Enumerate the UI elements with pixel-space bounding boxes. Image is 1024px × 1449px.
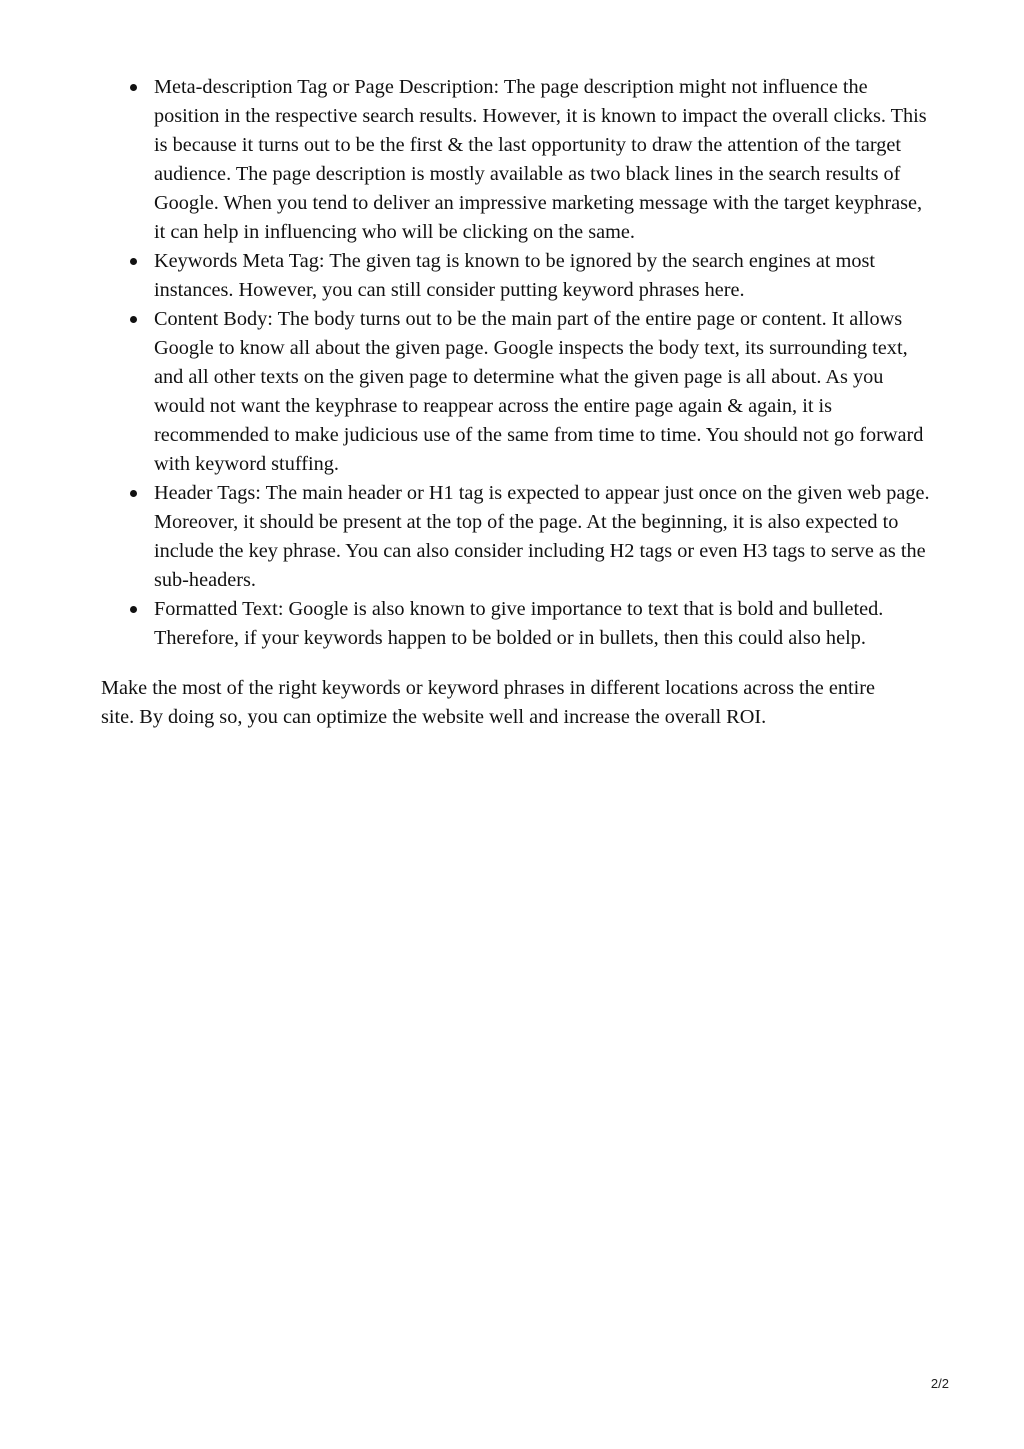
- list-item: [101, 73, 931, 247]
- list-item-text: Keywords Meta Tag: The given tag is known to be ignored by the search engines at most instances. However, you can still consider putting keyword phrases here.: [154, 250, 876, 301]
- list-item-text: Meta-description Tag or Page Description: The page description might not influence the position in the respective search results. However, it is known to impact the overall clicks. This is because it turns out to be the first & the last opportunity to draw the attention of the target audience. The page description is mostly available as two black lines in the search results of Google. When you tend to deliver an impressive marketing message with the target keyphrase, it can help in influencing who will be clicking on the same.: [154, 76, 927, 243]
- page-number: 2/2: [930, 1376, 949, 1391]
- bullet-icon: [130, 490, 137, 497]
- list-item: [101, 595, 931, 653]
- bullet-icon: [130, 84, 137, 91]
- bullet-icon: [130, 606, 137, 613]
- document-body: [101, 73, 931, 732]
- bullet-icon: [130, 258, 137, 265]
- list-item: [101, 479, 931, 595]
- closing-paragraph: Make the most of the right keywords or keyword phrases in different locations across the entire site. By doing so, you can optimize the website well and increase the overall ROI.: [101, 677, 876, 728]
- bullet-list: [101, 73, 931, 653]
- list-item-text: Header Tags: The main header or H1 tag is expected to appear just once on the given web page. Moreover, it should be present at the top of the page. At the beginning, it is also expected to include the key phrase. You can also consider including H2 tags or even H3 tags to serve as the sub-headers.: [154, 482, 930, 591]
- list-item: [101, 305, 931, 479]
- list-item-text: Content Body: The body turns out to be the main part of the entire page or content. It allows Google to know all about the given page. Google inspects the body text, its surrounding text, and all other texts on the given page to determine what the given page is all about. As you would not want the keyphrase to reappear across the entire page again & again, it is recommended to make judicious use of the same from time to time. You should not go forward with keyword stuffing.: [154, 308, 924, 475]
- list-item: [101, 247, 931, 305]
- bullet-icon: [130, 316, 137, 323]
- list-item-text: Formatted Text: Google is also known to give importance to text that is bold and bulleted. Therefore, if your keywords happen to be bolded or in bullets, then this could also help.: [154, 598, 884, 649]
